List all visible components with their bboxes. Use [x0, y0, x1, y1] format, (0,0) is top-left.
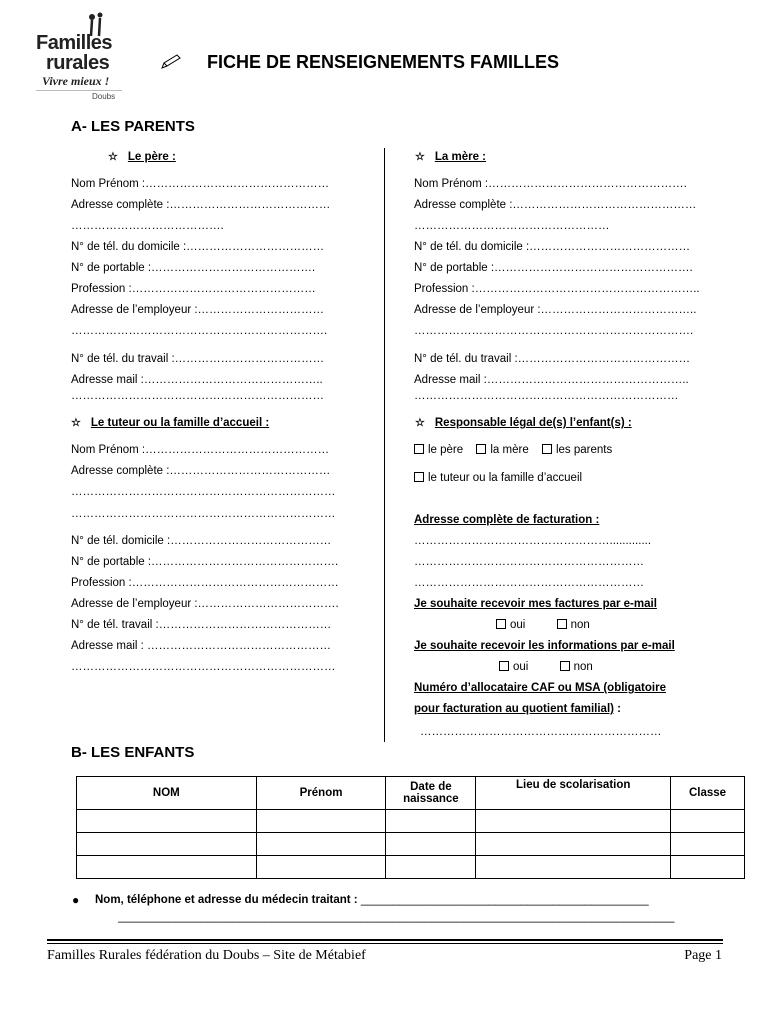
enfants-table [76, 776, 745, 879]
mere-portable[interactable]: N° de portable :……………………………………………. [414, 262, 693, 274]
tuteur-adresse-2[interactable]: …………………………………………………………… [71, 486, 336, 498]
mere-mail-2[interactable]: …………………………………………………………… [414, 390, 679, 402]
responsable-heading-label: Responsable légal de(s) l’enfant(s) : [434, 417, 632, 429]
pere-heading-label: Le père : [127, 151, 176, 163]
familles-rurales-logo [34, 12, 126, 102]
pere-profession[interactable]: Profession :………………………………………… [71, 283, 316, 295]
opt-pere-label: le père [428, 444, 464, 456]
checkbox-pere[interactable] [414, 444, 424, 454]
section-b-title: B- LES ENFANTS [71, 744, 195, 761]
table-cell[interactable] [671, 833, 745, 856]
medecin-line-2[interactable]: _______________________________________________________________________________________ [118, 911, 675, 923]
footer-rule [47, 939, 723, 941]
table-cell[interactable] [256, 833, 386, 856]
medecin-field [95, 894, 649, 906]
table-cell[interactable] [386, 810, 476, 833]
medecin-line-1[interactable]: _____________________________________________ [360, 894, 649, 906]
opt-tuteur-label: le tuteur ou la famille d’accueil [428, 472, 583, 484]
infos-mail-label: Je souhaite recevoir les informations par e-mail [414, 640, 675, 652]
col-prenom: Prénom [256, 777, 386, 810]
table-row [77, 810, 745, 833]
tuteur-heading-label: Le tuteur ou la famille d’accueil : [90, 417, 270, 429]
pere-employeur[interactable]: Adresse de l’employeur :…………………………… [71, 304, 325, 316]
star-icon: ☆ [415, 151, 425, 163]
table-cell[interactable] [77, 833, 257, 856]
table-cell[interactable] [476, 833, 671, 856]
pere-tel-domicile[interactable]: N° de tél. du domicile :……………………………… [71, 241, 325, 253]
tuteur-nom[interactable]: Nom Prénom :………………………………………… [71, 444, 330, 456]
mere-tel-domicile[interactable]: N° de tél. du domicile :…………………………………… [414, 241, 691, 253]
tuteur-mail-2[interactable]: …………………………………………………………… [71, 661, 336, 673]
table-cell[interactable] [77, 810, 257, 833]
factures-mail-label: Je souhaite recevoir mes factures par e-mail [414, 598, 657, 610]
checkbox-factures-oui[interactable] [496, 619, 506, 629]
checkbox-parents[interactable] [542, 444, 552, 454]
mere-mail[interactable]: Adresse mail :…………………………………………….. [414, 374, 689, 386]
mere-heading-label: La mère : [434, 151, 487, 163]
page-title: FICHE DE RENSEIGNEMENTS FAMILLES [207, 52, 560, 72]
table-cell[interactable] [386, 856, 476, 879]
responsable-heading [415, 416, 632, 429]
mere-tel-travail[interactable]: N° de tél. du travail :……………………………………… [414, 353, 691, 365]
caf-number-line[interactable]: ……………………………………………………… [420, 726, 662, 738]
footer-page-number: Page 1 [684, 948, 722, 963]
opt-parents-label: les parents [555, 444, 613, 456]
medecin-label: Nom, téléphone et adresse du médecin traitant : [95, 894, 358, 906]
caf-label-2 [414, 703, 621, 715]
pere-tel-travail[interactable]: N° de tél. du travail :………………………………… [71, 353, 325, 365]
table-cell[interactable] [256, 810, 386, 833]
infos-mail-options [499, 661, 593, 673]
opt-mere-label: la mère [490, 444, 529, 456]
pencil-icon [160, 54, 182, 70]
caf-label-2-text: pour facturation au quotient familial) [414, 703, 614, 715]
section-a-title: A- LES PARENTS [71, 118, 195, 135]
logo-slogan: Vivre mieux ! [42, 74, 110, 88]
table-cell[interactable] [256, 856, 386, 879]
checkbox-tuteur[interactable] [414, 472, 424, 482]
star-icon: ☆ [108, 151, 118, 163]
logo-line1: Familles [36, 32, 113, 54]
checkbox-mere[interactable] [476, 444, 486, 454]
factures-mail-options [496, 619, 590, 631]
col-lieu-scolarisation: Lieu de scolarisation [476, 777, 671, 810]
facturation-line-3[interactable]: …………………………………………………… [414, 577, 644, 589]
mere-heading [415, 150, 486, 163]
tuteur-adresse[interactable]: Adresse complète :…………………………………… [71, 465, 331, 477]
checkbox-factures-non[interactable] [557, 619, 567, 629]
infos-non-label: non [573, 661, 593, 673]
checkbox-infos-oui[interactable] [499, 661, 509, 671]
tuteur-employeur[interactable]: Adresse de l’employeur :………………………………. [71, 598, 339, 610]
factures-non-label: non [570, 619, 590, 631]
pere-employeur-2[interactable]: …………………………………………………………. [71, 325, 328, 337]
facturation-line-2[interactable]: …………………………………………………… [414, 556, 644, 568]
tuteur-portable[interactable]: N° de portable :…………………………………………. [71, 556, 339, 568]
responsable-tuteur-option [414, 472, 582, 484]
logo-line2: rurales [46, 52, 110, 74]
mere-adresse[interactable]: Adresse complète :………………………………………… [414, 199, 697, 211]
facturation-line-1[interactable]: ……………………………………………............. [414, 535, 652, 547]
infos-oui-label: oui [513, 661, 529, 673]
col-classe: Classe [671, 777, 745, 810]
pere-heading [108, 150, 176, 163]
bullet-icon: ● [72, 893, 80, 907]
pere-adresse[interactable]: Adresse complète :…………………………………… [71, 199, 331, 211]
tuteur-tel-domicile[interactable]: N° de tél. domicile :…………………………………… [71, 535, 332, 547]
pere-nom[interactable]: Nom Prénom :………………………………………… [71, 178, 330, 190]
tuteur-adresse-3[interactable]: …………………………………………………………… [71, 508, 336, 520]
tuteur-mail[interactable]: Adresse mail : ………………………………………… [71, 640, 332, 652]
pere-mail-2[interactable]: ………………………………………………………… [71, 390, 324, 402]
table-cell[interactable] [476, 856, 671, 879]
mere-employeur-2[interactable]: ………………………………………………………………. [414, 325, 694, 337]
tuteur-heading [71, 416, 269, 429]
footer-left: Familles Rurales fédération du Doubs – Site de Métabief [47, 948, 366, 963]
logo-rule [36, 90, 122, 91]
table-row [77, 856, 745, 879]
tuteur-profession[interactable]: Profession :……………………………………………… [71, 577, 339, 589]
responsable-options [414, 444, 612, 456]
checkbox-infos-non[interactable] [560, 661, 570, 671]
mere-adresse-2[interactable]: …………………………………………… [414, 220, 610, 232]
pere-adresse-2[interactable]: …………………………………. [71, 220, 224, 232]
footer-rule-thin [47, 943, 723, 944]
mere-nom[interactable]: Nom Prénom :……………………………………………. [414, 178, 687, 190]
tuteur-tel-travail[interactable]: N° de tél. travail :……………………………………… [71, 619, 332, 631]
pere-mail[interactable]: Adresse mail :……………………………………….. [71, 374, 323, 386]
table-cell[interactable] [476, 810, 671, 833]
caf-label-1: Numéro d’allocataire CAF ou MSA (obligatoire [414, 682, 666, 694]
table-cell[interactable] [77, 856, 257, 879]
col-date-naissance: Date de naissance [386, 777, 476, 810]
table-header-row [77, 777, 745, 810]
table-cell[interactable] [671, 810, 745, 833]
caf-label-2-tail: : [613, 703, 622, 715]
col-nom: NOM [77, 777, 257, 810]
star-icon: ☆ [415, 417, 425, 429]
table-cell[interactable] [671, 856, 745, 879]
table-row [77, 833, 745, 856]
pere-portable[interactable]: N° de portable :……………………………………. [71, 262, 316, 274]
mere-profession[interactable]: Profession :………………………………………………….. [414, 283, 700, 295]
factures-oui-label: oui [510, 619, 526, 631]
facturation-heading: Adresse complète de facturation : [414, 514, 600, 526]
table-cell[interactable] [386, 833, 476, 856]
column-divider [384, 148, 385, 742]
mere-employeur[interactable]: Adresse de l’employeur :………………………………….. [414, 304, 697, 316]
logo-region: Doubs [92, 92, 116, 101]
star-icon: ☆ [71, 417, 81, 429]
